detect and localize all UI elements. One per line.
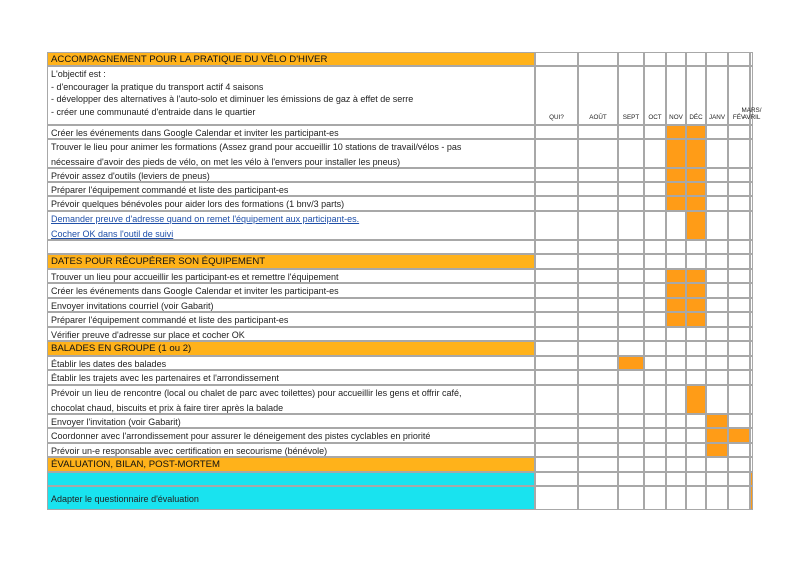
timeline-cell	[750, 269, 753, 283]
timeline-cell	[666, 370, 686, 385]
timeline-cell	[666, 472, 686, 486]
task-row	[47, 283, 535, 298]
timeline-cell	[578, 443, 618, 457]
timeline-cell	[706, 472, 728, 486]
timeline-cell	[535, 327, 578, 341]
task-row	[47, 370, 535, 385]
timeline-cell	[728, 269, 750, 283]
section-header-evaluation	[47, 457, 535, 472]
proof-of-address-link[interactable]: Demander preuve d'adresse quand on remet l'équipement aux participant-es.	[51, 214, 360, 224]
task-label	[48, 386, 534, 415]
timeline-cell	[728, 356, 750, 370]
timeline-cell	[666, 125, 686, 139]
timeline-cell	[706, 240, 728, 254]
timeline-cell	[728, 327, 750, 341]
timeline-cell	[535, 385, 578, 414]
timeline-cell	[728, 182, 750, 196]
timeline-cell	[706, 428, 728, 443]
timeline-cell	[686, 370, 706, 385]
timeline-cell	[728, 370, 750, 385]
timeline-cell	[750, 312, 753, 327]
timeline-cell	[666, 327, 686, 341]
timeline-cell	[666, 298, 686, 312]
timeline-cell	[750, 327, 753, 341]
timeline-cell	[686, 385, 706, 414]
timeline-cell	[644, 283, 666, 298]
timeline-cell	[728, 52, 750, 66]
timeline-cell	[644, 312, 666, 327]
timeline-cell	[644, 486, 666, 510]
timeline-cell	[535, 414, 578, 428]
timeline-cell	[706, 196, 728, 211]
timeline-cell	[686, 486, 706, 510]
timeline-cell	[728, 457, 750, 472]
timeline-cell	[686, 211, 706, 240]
timeline-cell	[686, 356, 706, 370]
month-column-header	[741, 66, 762, 125]
timeline-cell	[750, 341, 753, 356]
month-column-header	[666, 66, 686, 125]
col-label: DÉC	[689, 114, 703, 121]
timeline-cell	[618, 211, 644, 240]
timeline-cell	[706, 168, 728, 182]
task-label: Prévoir quelques bénévoles pour aider lors des formations (1 bnv/3 parts)	[51, 199, 345, 209]
timeline-cell	[706, 283, 728, 298]
month-column-header	[706, 66, 728, 125]
timeline-cell	[666, 211, 686, 240]
timeline-cell	[618, 254, 644, 269]
timeline-cell	[535, 254, 578, 269]
timeline-cell	[750, 240, 753, 254]
timeline-cell	[644, 269, 666, 283]
timeline-cell	[686, 472, 706, 486]
timeline-cell	[706, 254, 728, 269]
timeline-cell	[578, 472, 618, 486]
timeline-cell	[535, 428, 578, 443]
timeline-cell	[644, 298, 666, 312]
timeline-cell	[618, 486, 644, 510]
task-row	[47, 196, 535, 211]
timeline-cell	[706, 341, 728, 356]
timeline-cell	[618, 283, 644, 298]
timeline-cell	[644, 428, 666, 443]
timeline-cell	[644, 472, 666, 486]
task-label: Prévoir assez d'outils (leviers de pneus)	[51, 171, 210, 181]
task-row	[47, 428, 535, 443]
timeline-cell	[750, 298, 753, 312]
col-label: QUI?	[549, 114, 564, 121]
timeline-cell	[666, 443, 686, 457]
timeline-cell	[728, 428, 750, 443]
timeline-cell	[618, 472, 644, 486]
timeline-cell	[728, 341, 750, 356]
timeline-cell	[644, 182, 666, 196]
task-label: Trouver un lieu pour accueillir les participant-es et remettre l'équipement	[51, 272, 339, 282]
empty-row	[47, 240, 535, 254]
timeline-cell	[578, 168, 618, 182]
timeline-cell	[578, 356, 618, 370]
intro-line: L'objectif est :	[51, 69, 106, 79]
timeline-cell	[750, 428, 753, 443]
timeline-cell	[618, 385, 644, 414]
timeline-cell	[535, 182, 578, 196]
timeline-cell	[706, 414, 728, 428]
timeline-cell	[728, 125, 750, 139]
timeline-cell	[728, 414, 750, 428]
timeline-cell	[618, 240, 644, 254]
timeline-cell	[618, 443, 644, 457]
timeline-cell	[618, 428, 644, 443]
task-row	[47, 486, 535, 510]
timeline-cell	[618, 356, 644, 370]
task-line: nécessaire d'avoir des pieds de vélo, on met les vélo à l'envers pour installer les pneus)	[51, 156, 401, 167]
timeline-cell	[666, 457, 686, 472]
timeline-cell	[644, 414, 666, 428]
timeline-cell	[686, 428, 706, 443]
timeline-cell	[535, 125, 578, 139]
timeline-cell	[750, 414, 753, 428]
timeline-cell	[666, 486, 686, 510]
timeline-cell	[686, 139, 706, 168]
task-row	[47, 182, 535, 196]
timeline-cell	[535, 52, 578, 66]
timeline-cell	[535, 443, 578, 457]
timeline-cell	[578, 486, 618, 510]
timeline-cell	[686, 312, 706, 327]
timeline-cell	[644, 139, 666, 168]
timeline-cell	[728, 168, 750, 182]
timeline-cell	[666, 356, 686, 370]
task-label: Établir les trajets avec les partenaires et l'arrondissement	[51, 373, 279, 383]
timeline-cell	[618, 269, 644, 283]
timeline-cell	[728, 472, 750, 486]
timeline-cell	[706, 356, 728, 370]
timeline-cell	[618, 341, 644, 356]
section-title: DATES POUR RÉCUPÉRER SON ÉQUIPEMENT	[51, 256, 266, 267]
timeline-cell	[706, 457, 728, 472]
timeline-cell	[535, 457, 578, 472]
timeline-cell	[686, 168, 706, 182]
timeline-cell	[750, 370, 753, 385]
timeline-cell	[686, 298, 706, 312]
timeline-cell	[578, 211, 618, 240]
task-label: Prévoir un-e responsable avec certification en secourisme (bénévole)	[51, 446, 328, 456]
timeline-cell	[618, 182, 644, 196]
col-label: MARS/	[741, 107, 762, 114]
timeline-cell	[706, 269, 728, 283]
col-label: OCT	[648, 114, 662, 121]
task-label	[48, 212, 534, 241]
timeline-cell	[666, 385, 686, 414]
timeline-cell	[535, 240, 578, 254]
timeline-cell	[535, 298, 578, 312]
task-label: Coordonner avec l'arrondissement pour assurer le déneigement des pistes cyclables en priorité	[51, 431, 431, 441]
intro-line: - créer une communauté d'entraide dans le quartier	[51, 106, 256, 117]
timeline-cell	[666, 52, 686, 66]
timeline-cell	[686, 269, 706, 283]
timeline-cell	[750, 385, 753, 414]
task-row	[47, 356, 535, 370]
task-row	[47, 414, 535, 428]
timeline-cell	[535, 196, 578, 211]
timeline-cell	[578, 139, 618, 168]
timeline-cell	[750, 52, 753, 66]
timeline-cell	[535, 472, 578, 486]
timeline-cell	[750, 457, 753, 472]
timeline-cell	[578, 457, 618, 472]
intro-line: - d'encourager la pratique du transport actif 4 saisons	[51, 81, 264, 92]
section-title: ÉVALUATION, BILAN, POST-MORTEM	[51, 459, 220, 470]
timeline-cell	[535, 341, 578, 356]
timeline-cell	[686, 254, 706, 269]
timeline-cell	[706, 298, 728, 312]
task-row	[47, 298, 535, 312]
timeline-cell	[706, 327, 728, 341]
timeline-cell	[618, 168, 644, 182]
timeline-cell	[644, 52, 666, 66]
timeline-cell	[535, 168, 578, 182]
task-row	[47, 312, 535, 327]
timeline-cell	[686, 443, 706, 457]
timeline-cell	[535, 139, 578, 168]
timeline-cell	[750, 168, 753, 182]
task-row	[47, 139, 535, 168]
timeline-cell	[706, 139, 728, 168]
timeline-cell	[618, 370, 644, 385]
col-label: AOÛT	[589, 114, 607, 121]
intro-block	[47, 66, 535, 125]
timeline-cell	[644, 356, 666, 370]
section-title: BALADES EN GROUPE (1 ou 2)	[51, 343, 192, 354]
timeline-cell	[666, 283, 686, 298]
timeline-cell	[706, 385, 728, 414]
timeline-cell	[618, 298, 644, 312]
task-row	[47, 168, 535, 182]
timeline-cell	[644, 327, 666, 341]
timeline-cell	[644, 211, 666, 240]
timeline-cell	[644, 443, 666, 457]
month-column-header	[535, 66, 578, 125]
gantt-sheet	[47, 52, 762, 510]
timeline-cell	[578, 298, 618, 312]
timeline-cell	[686, 341, 706, 356]
timeline-cell	[750, 356, 753, 370]
intro-text	[48, 67, 534, 118]
task-label: Adapter le questionnaire d'évaluation	[51, 494, 199, 504]
timeline-cell	[578, 312, 618, 327]
timeline-cell	[750, 283, 753, 298]
task-row	[47, 385, 535, 414]
timeline-cell	[578, 414, 618, 428]
timeline-cell	[644, 240, 666, 254]
month-column-header	[618, 66, 644, 125]
timeline-cell	[750, 139, 753, 168]
timeline-cell	[535, 269, 578, 283]
timeline-cell	[706, 211, 728, 240]
timeline-cell	[728, 443, 750, 457]
timeline-cell	[666, 341, 686, 356]
timeline-cell	[728, 283, 750, 298]
tracking-tool-link[interactable]: Cocher OK dans l'outil de suivi	[51, 228, 174, 239]
intro-line: - développer des alternatives à l'auto-solo et diminuer les émissions de gaz à effet de serre	[51, 94, 414, 105]
timeline-cell	[618, 414, 644, 428]
timeline-cell	[706, 125, 728, 139]
timeline-cell	[535, 211, 578, 240]
timeline-cell	[706, 182, 728, 196]
timeline-cell	[728, 486, 750, 510]
section-title: ACCOMPAGNEMENT POUR LA PRATIQUE DU VÉLO D'HIVER	[51, 54, 328, 65]
timeline-cell	[578, 370, 618, 385]
timeline-cell	[578, 341, 618, 356]
timeline-cell	[666, 269, 686, 283]
timeline-cell	[750, 196, 753, 211]
timeline-cell	[750, 472, 753, 486]
timeline-cell	[750, 486, 753, 510]
task-label: Envoyer invitations courriel (voir Gabarit)	[51, 301, 214, 311]
task-line: Trouver le lieu pour animer les formations (Assez grand pour accueillir 10 stations de travail/vélos - pas	[51, 142, 462, 152]
timeline-cell	[578, 254, 618, 269]
timeline-cell	[535, 283, 578, 298]
col-label: JANV	[708, 114, 726, 121]
task-row	[47, 269, 535, 283]
task-row	[47, 327, 535, 341]
timeline-cell	[666, 139, 686, 168]
task-row	[47, 443, 535, 457]
timeline-cell	[578, 52, 618, 66]
task-label: Vérifier preuve d'adresse sur place et cocher OK	[51, 330, 245, 340]
timeline-cell	[644, 196, 666, 211]
timeline-cell	[686, 457, 706, 472]
timeline-cell	[618, 52, 644, 66]
timeline-cell	[618, 125, 644, 139]
timeline-cell	[644, 254, 666, 269]
task-label: Établir les dates des balades	[51, 359, 167, 369]
timeline-cell	[686, 327, 706, 341]
timeline-cell	[535, 486, 578, 510]
timeline-cell	[706, 312, 728, 327]
section-header-balades	[47, 341, 535, 356]
timeline-cell	[750, 125, 753, 139]
timeline-cell	[578, 240, 618, 254]
timeline-cell	[728, 240, 750, 254]
task-label: Créer les événements dans Google Calendar et inviter les participant-es	[51, 286, 339, 296]
timeline-cell	[686, 283, 706, 298]
timeline-cell	[666, 196, 686, 211]
timeline-cell	[666, 240, 686, 254]
timeline-cell	[750, 443, 753, 457]
timeline-cell	[750, 182, 753, 196]
timeline-cell	[535, 312, 578, 327]
col-label: AVRIL	[742, 114, 761, 121]
timeline-cell	[666, 312, 686, 327]
timeline-cell	[686, 240, 706, 254]
timeline-cell	[578, 385, 618, 414]
timeline-cell	[686, 414, 706, 428]
task-label: Créer les événements dans Google Calendar et inviter les participant-es	[51, 128, 339, 138]
timeline-cell	[644, 125, 666, 139]
timeline-cell	[578, 269, 618, 283]
col-label: FÉV	[732, 114, 746, 121]
timeline-cell	[686, 125, 706, 139]
timeline-cell	[618, 196, 644, 211]
timeline-cell	[686, 52, 706, 66]
col-label: NOV	[669, 114, 683, 121]
timeline-cell	[686, 182, 706, 196]
timeline-cell	[618, 312, 644, 327]
timeline-cell	[578, 125, 618, 139]
timeline-cell	[728, 312, 750, 327]
timeline-cell	[578, 327, 618, 341]
section-header-dates	[47, 254, 535, 269]
timeline-cell	[750, 211, 753, 240]
timeline-cell	[644, 168, 666, 182]
timeline-cell	[750, 254, 753, 269]
timeline-cell	[618, 457, 644, 472]
task-row	[47, 211, 535, 240]
timeline-cell	[644, 370, 666, 385]
timeline-cell	[644, 457, 666, 472]
timeline-cell	[728, 196, 750, 211]
timeline-cell	[706, 486, 728, 510]
timeline-cell	[644, 341, 666, 356]
timeline-cell	[618, 139, 644, 168]
timeline-cell	[706, 370, 728, 385]
timeline-cell	[535, 356, 578, 370]
section-header-accompagnement	[47, 52, 535, 66]
task-label	[48, 140, 534, 169]
timeline-cell	[728, 139, 750, 168]
timeline-cell	[578, 283, 618, 298]
task-label: Préparer l'équipement commandé et liste des participant-es	[51, 315, 289, 325]
month-column-header	[686, 66, 706, 125]
timeline-cell	[728, 211, 750, 240]
timeline-cell	[644, 385, 666, 414]
timeline-cell	[666, 428, 686, 443]
timeline-cell	[535, 370, 578, 385]
timeline-cell	[728, 298, 750, 312]
evaluation-row	[47, 472, 535, 486]
timeline-cell	[706, 443, 728, 457]
timeline-cell	[666, 254, 686, 269]
timeline-cell	[728, 385, 750, 414]
task-label: Préparer l'équipement commandé et liste des participant-es	[51, 185, 289, 195]
timeline-cell	[666, 182, 686, 196]
timeline-cell	[578, 428, 618, 443]
timeline-cell	[618, 327, 644, 341]
task-line: Prévoir un lieu de rencontre (local ou chalet de parc avec toilettes) pour accueillir les gens et offrir café,	[51, 388, 462, 398]
timeline-cell	[578, 196, 618, 211]
month-column-header	[644, 66, 666, 125]
col-label: SEPT	[622, 114, 640, 121]
timeline-cell	[578, 182, 618, 196]
timeline-cell	[666, 414, 686, 428]
timeline-cell	[706, 52, 728, 66]
timeline-cell	[686, 196, 706, 211]
timeline-cell	[666, 168, 686, 182]
task-row	[47, 125, 535, 139]
month-column-header	[578, 66, 618, 125]
task-label: Envoyer l'invitation (voir Gabarit)	[51, 417, 181, 427]
task-line: chocolat chaud, biscuits et prix à faire tirer après la balade	[51, 402, 284, 413]
timeline-cell	[728, 254, 750, 269]
